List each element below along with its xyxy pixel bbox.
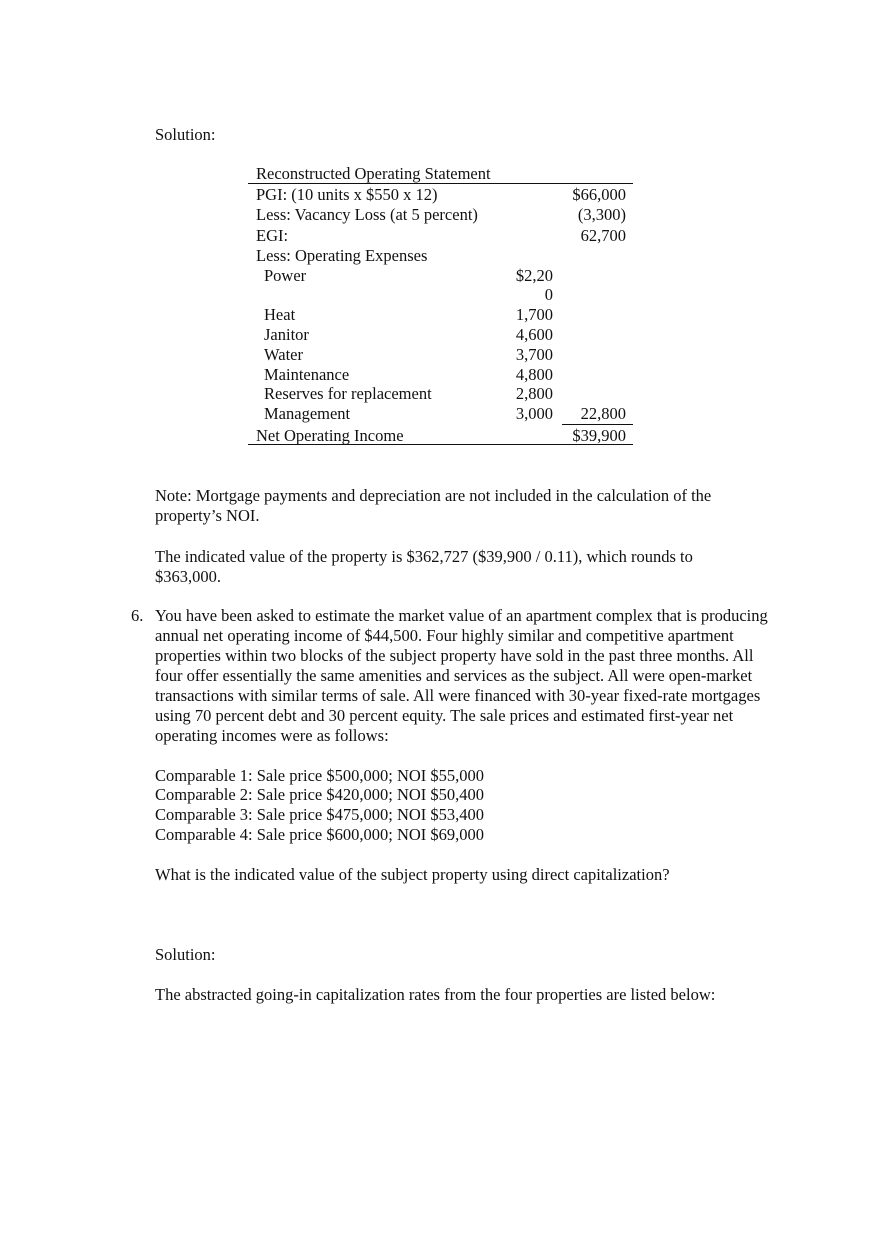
expense-value-maintenance: 4,800 — [515, 365, 553, 384]
statement-title-rule — [248, 183, 633, 184]
opex-label: Less: Operating Expenses — [256, 246, 428, 265]
noi-value: $39,900 — [572, 426, 626, 445]
solution2-text: The abstracted going-in capitalization rates from the four properties are listed below: — [155, 985, 716, 1004]
question-text: You have been asked to estimate the market value of an apartment complex that is producing annual net operating income of $44,500. Four highly similar and competitive apartment properties within two blocks of the subject property have sold in the past three months. All four offer essentially the same amenities and services as the subject. All were open-market transactions with similar terms of sale. All were financed with 30-year fixed-rate mortgages using 70 percent debt and 30 percent equity. The sale prices and estimated first-year net operating incomes were as follows: — [155, 606, 768, 745]
expense-value-heat: 1,700 — [515, 305, 553, 324]
expense-label-water: Water — [264, 345, 303, 364]
comparable-2: Comparable 2: Sale price $420,000; NOI $50,400 — [155, 785, 485, 804]
expense-value-reserves: 2,800 — [515, 384, 553, 403]
comparable-4: Comparable 4: Sale price $600,000; NOI $69,000 — [155, 825, 485, 844]
pgi-value: $66,000 — [572, 185, 626, 204]
expense-value-janitor: 4,600 — [515, 325, 553, 344]
statement-title: Reconstructed Operating Statement — [256, 164, 491, 183]
solution-heading: Solution: — [155, 125, 216, 144]
note-paragraph: Note: Mortgage payments and depreciation are not included in the calculation of the property’s NOI. — [155, 486, 712, 525]
pgi-label: PGI: (10 units x $550 x 12) — [256, 185, 438, 204]
noi-label: Net Operating Income — [256, 426, 404, 445]
question-number: 6. — [131, 606, 144, 625]
expense-label-maintenance: Maintenance — [264, 365, 350, 384]
total-expenses-rule — [562, 424, 633, 425]
expense-label-management: Management — [264, 404, 351, 423]
expense-value-water: 3,700 — [515, 345, 553, 364]
comparable-3: Comparable 3: Sale price $475,000; NOI $53,400 — [155, 805, 485, 824]
solution2-heading: Solution: — [155, 945, 216, 964]
total-expenses-value: 22,800 — [580, 404, 626, 423]
vacancy-label: Less: Vacancy Loss (at 5 percent) — [256, 205, 478, 224]
expense-label-heat: Heat — [264, 305, 296, 324]
expense-value-management: 3,000 — [515, 404, 553, 423]
expense-label-janitor: Janitor — [264, 325, 309, 344]
comparable-1: Comparable 1: Sale price $500,000; NOI $55,000 — [155, 766, 485, 785]
indicated-value-paragraph: The indicated value of the property is $362,727 ($39,900 / 0.11), which rounds to $363,000. — [155, 547, 693, 586]
expense-value-power-part1: $2,20 — [515, 266, 553, 285]
expense-label-power: Power — [264, 266, 307, 285]
expense-label-reserves: Reserves for replacement — [264, 384, 432, 403]
egi-label: EGI: — [256, 226, 289, 245]
vacancy-value: (3,300) — [577, 205, 626, 224]
expense-value-power-part2: 0 — [544, 285, 553, 304]
noi-rule — [248, 444, 633, 445]
question-prompt: What is the indicated value of the subject property using direct capitalization? — [155, 865, 670, 884]
egi-value: 62,700 — [580, 226, 626, 245]
